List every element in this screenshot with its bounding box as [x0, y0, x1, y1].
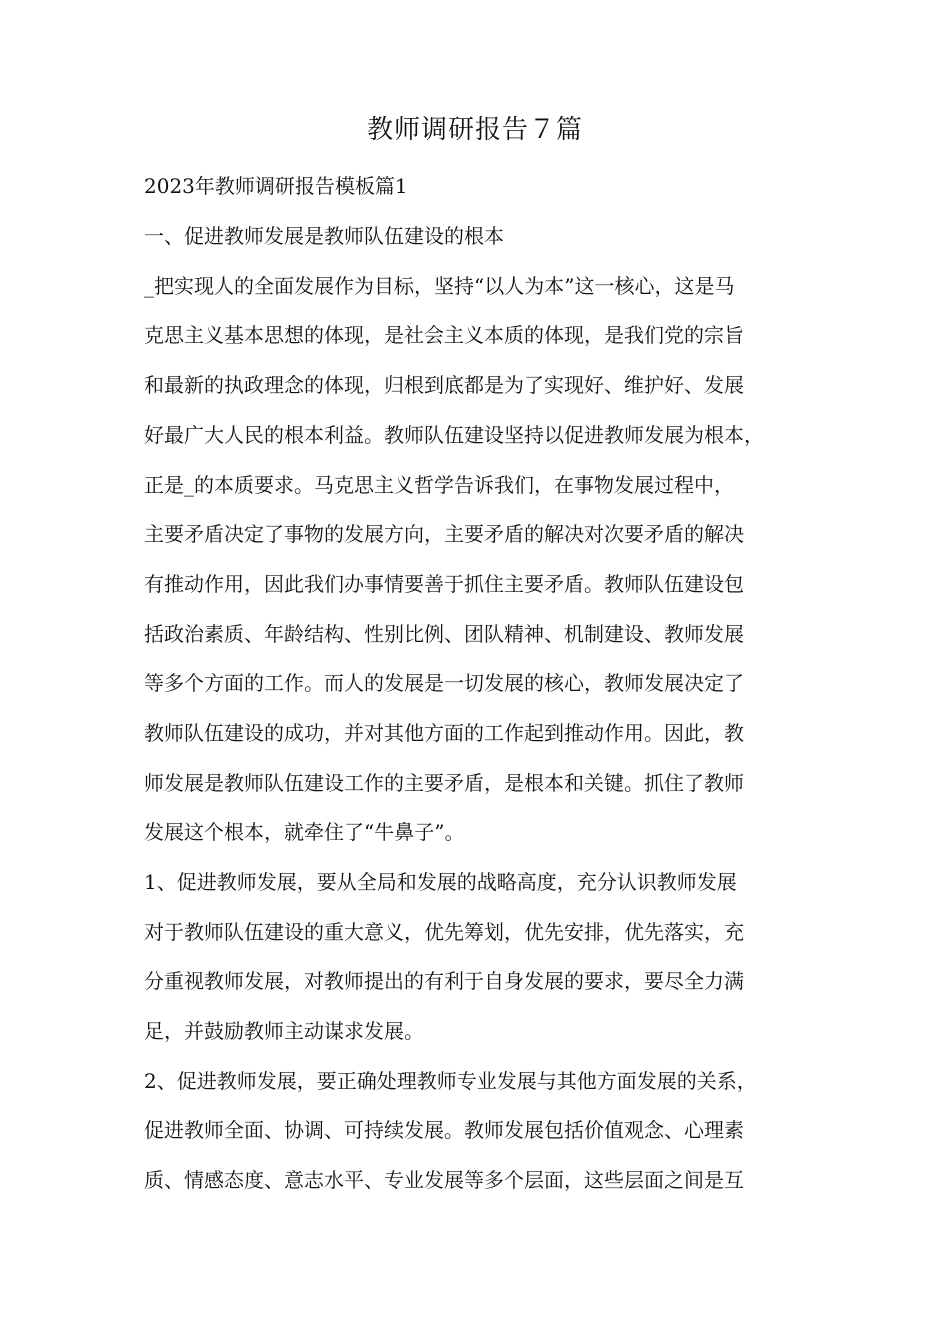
paragraph-line: 有推动作用，因此我们办事情要善于抓住主要矛盾。教师队伍建设包 [144, 572, 744, 596]
paragraph-line: 括政治素质、年龄结构、性别比例、团队精神、机制建设、教师发展 [144, 622, 744, 646]
paragraph-line: 主要矛盾决定了事物的发展方向，主要矛盾的解决对次要矛盾的解决 [144, 522, 744, 546]
paragraph-line: 1、促进教师发展，要从全局和发展的战略高度，充分认识教师发展 [144, 870, 737, 894]
paragraph-line: 正是_的本质要求。马克思主义哲学告诉我们，在事物发展过程中， [144, 473, 734, 497]
paragraph-line: 足，并鼓励教师主动谋求发展。 [144, 1019, 424, 1043]
paragraph-line: 发展这个根本，就牵住了“牛鼻子”。 [144, 820, 465, 844]
document-title: 教师调研报告７篇 [366, 115, 583, 145]
paragraph-line: 质、情感态度、意志水平、专业发展等多个层面，这些层面之间是互 [144, 1168, 744, 1192]
paragraph-line: _把实现人的全面发展作为目标，坚持“以人为本”这一核心，这是马 [144, 274, 735, 298]
subtitle: 2023年教师调研报告模板篇1 [144, 174, 408, 198]
paragraph-line: 好最广大人民的根本利益。教师队伍建设坚持以促进教师发展为根本， [144, 423, 764, 447]
paragraph-line: 教师队伍建设的成功，并对其他方面的工作起到推动作用。因此，教 [144, 721, 744, 745]
paragraph-line: 对于教师队伍建设的重大意义，优先筹划，优先安排，优先落实，充 [144, 920, 744, 944]
paragraph-line: 和最新的执政理念的体现，归根到底都是为了实现好、维护好、发展 [144, 373, 744, 397]
paragraph-line: 等多个方面的工作。而人的发展是一切发展的核心，教师发展决定了 [144, 671, 744, 695]
paragraph-line: 促进教师全面、协调、可持续发展。教师发展包括价值观念、心理素 [144, 1118, 744, 1142]
paragraph-line: 2、促进教师发展，要正确处理教师专业发展与其他方面发展的关系， [144, 1069, 757, 1093]
paragraph-line: 师发展是教师队伍建设工作的主要矛盾，是根本和关键。抓住了教师 [144, 771, 744, 795]
paragraph-line: 克思主义基本思想的体现，是社会主义本质的体现，是我们党的宗旨 [144, 323, 744, 347]
paragraph-line: 分重视教师发展，对教师提出的有利于自身发展的要求，要尽全力满 [144, 969, 744, 993]
section-heading: 一、促进教师发展是教师队伍建设的根本 [144, 224, 504, 248]
